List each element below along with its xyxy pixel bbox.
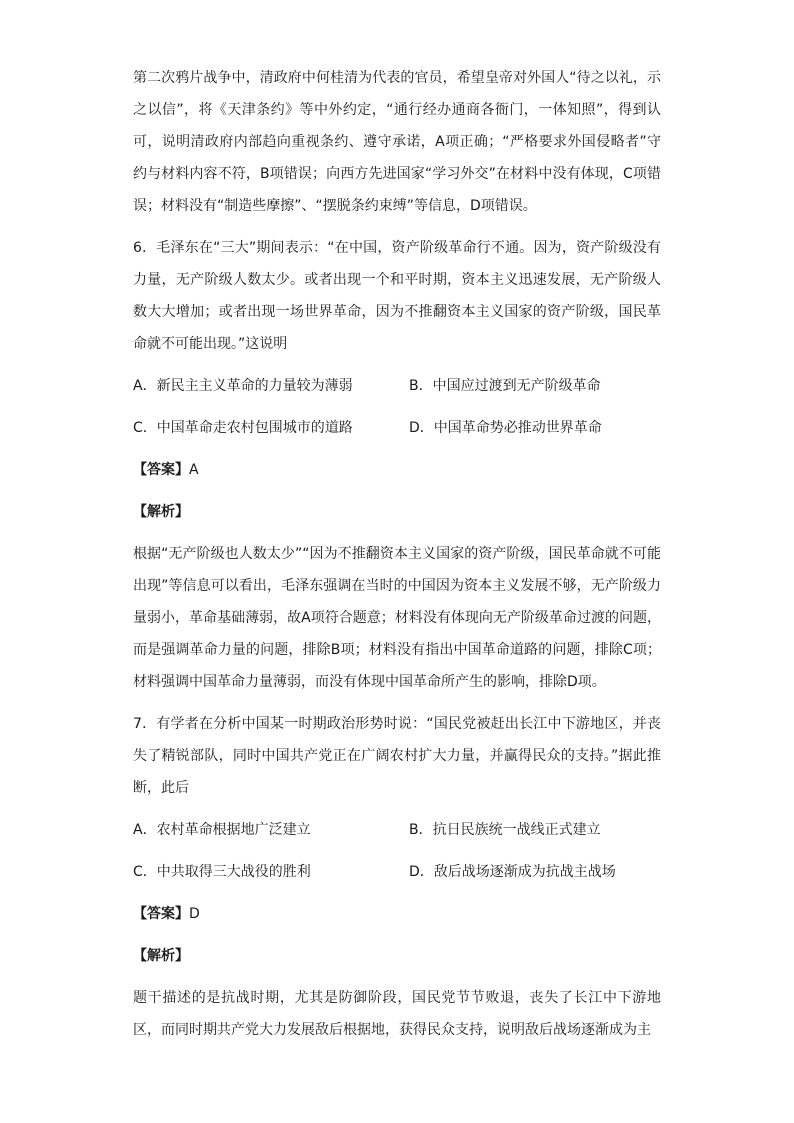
question-7-option-c: C．中共取得三大战役的胜利 [133, 864, 311, 880]
previous-question-analysis: 第二次鸦片战争中，清政府中何桂清为代表的官员，希望皇帝对外国人“待之以礼，示之以信”，将《天津条约》等中外约定，“通行经办通商各衙门，一体知照”，得到认可，说明清政府内部趋向重视条约、遵守承诺，A项正确；“严格要求外国侵略者”守约与材料内容不符，B项错误；向西方先进国家“学习外交”在材料中没有体现，C项错误；材料没有“制造些摩擦”、“摆脱条约束缚”等信息，D项错误。 [133, 70, 661, 214]
question-6-options-row-2 [133, 412, 661, 444]
spacer [133, 402, 661, 412]
spacer [133, 528, 661, 538]
question-6-option-c: C．中国革命走农村包围城市的道路 [133, 420, 353, 436]
spacer [133, 222, 661, 232]
question-7-analysis: 题干描述的是抗战时期，尤其是防御阶段，国民党节节败退，丧失了长江中下游地区，而同时期共产党大力发展敌后根据地，获得民众支持，说明敌后战场逐渐成为主 [133, 990, 661, 1038]
spacer [133, 888, 661, 898]
question-6-options-row-1 [133, 370, 661, 402]
spacer [133, 930, 661, 940]
question-6-option-b: B．中国应过渡到无产阶级革命 [409, 378, 601, 394]
question-7-options-row-2 [133, 856, 661, 888]
answer-value: D [189, 906, 200, 922]
question-6-analysis-label: 【解析】 [133, 504, 189, 520]
question-7-option-a: A．农村革命根据地广泛建立 [133, 822, 311, 838]
question-7-answer [133, 898, 661, 930]
answer-value: A [189, 462, 199, 478]
question-6-option-d: D．中国革命势必推动世界革命 [409, 420, 602, 436]
spacer [133, 698, 661, 708]
question-7-option-b: B．抗日民族统一战线正式建立 [409, 822, 601, 838]
question-6-option-a: A．新民主主义革命的力量较为薄弱 [133, 378, 353, 394]
question-7-analysis-label: 【解析】 [133, 948, 189, 964]
question-7-option-d: D．敌后战场逐渐成为抗战主战场 [409, 864, 616, 880]
spacer [133, 846, 661, 856]
spacer [133, 444, 661, 454]
question-6-analysis: 根据“无产阶级也人数太少”“因为不推翻资本主义国家的资产阶级，国民革命就不可能出现”等信息可以看出，毛泽东强调在当时的中国因为资本主义发展不够，无产阶级力量弱小，革命基础薄弱，故A项符合题意；材料没有体现向无产阶级革命过渡的问题，而是强调革命力量的问题，排除B项；材料没有指出中国革命道路的问题，排除C项；材料强调中国革命力量薄弱，而没有体现中国革命所产生的影响，排除D项。 [133, 546, 661, 690]
spacer [133, 486, 661, 496]
question-7-stem: 7．有学者在分析中国某一时期政治形势时说：“国民党被赶出长江中下游地区，并丧失了精锐部队，同时中国共产党正在广阔农村扩大力量，并赢得民众的支持。”据此推断，此后 [133, 716, 661, 796]
spacer [133, 360, 661, 370]
question-6-stem: 6．毛泽东在“三大”期间表示：“在中国，资产阶级革命行不通。因为，资产阶级没有力量，无产阶级人数太少。或者出现一个和平时期，资本主义迅速发展，无产阶级人数大大增加；或者出现一场世界革命，因为不推翻资本主义国家的资产阶级，国民革命就不可能出现。”这说明 [133, 240, 661, 352]
spacer [133, 804, 661, 814]
question-7-options-row-1 [133, 814, 661, 846]
answer-label: 【答案】 [133, 462, 189, 478]
document-page [133, 62, 661, 1046]
question-6-answer [133, 454, 661, 486]
spacer [133, 972, 661, 982]
answer-label: 【答案】 [133, 906, 189, 922]
